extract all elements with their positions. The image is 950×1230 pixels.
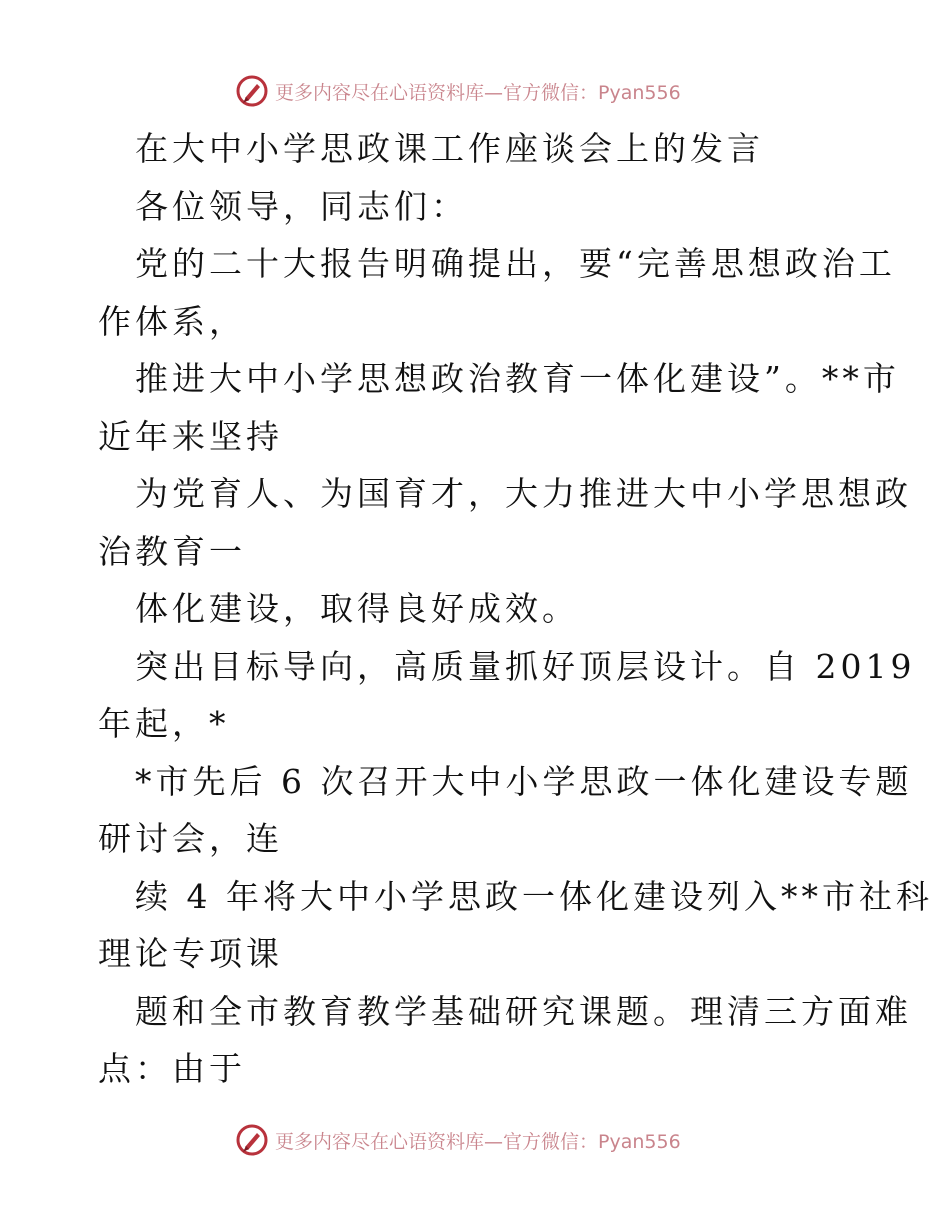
paragraph-line: 点：由于 [98,1049,246,1088]
paragraph-line: 治教育一 [98,531,246,571]
paragraph-line: 推进大中小学思想政治教育一体化建设”。**市 [135,359,900,398]
document-body [98,120,933,1098]
paragraph-line: 党的二十大报告明确提出，要“完善思想政治工 [135,244,896,283]
paragraph-line: 年起，* [98,704,230,743]
paragraph-line: 突出目标导向，高质量抓好顶层设计。自 2019 [135,646,916,686]
header-watermark [235,71,681,111]
document-title: 在大中小学思政课工作座谈会上的发言 [135,129,764,168]
watermark-text: 更多内容尽在心语资料库—官方微信：Pyan556 [275,81,681,104]
paragraph-line: 为党育人、为国育才，大力推进大中小学思想政 [135,474,912,513]
paragraph-line: 近年来坚持 [98,416,283,456]
paragraph-line: 续 4 年将大中小学思政一体化建设列入**市社科 [135,876,933,916]
paragraph-line: 题和全市教育教学基础研究课题。理清三方面难 [135,991,912,1031]
footer-watermark [235,1120,681,1160]
paragraph-line: *市先后 6 次召开大中小学思政一体化建设专题 [135,761,913,801]
pen-logo-icon [235,1123,269,1157]
paragraph-line: 作体系， [98,301,246,341]
paragraph-line: 体化建设，取得良好成效。 [135,589,579,628]
paragraph-line: 研讨会，连 [98,819,283,858]
paragraph-line: 理论专项课 [98,934,283,973]
pen-logo-icon [235,74,269,108]
watermark-text: 更多内容尽在心语资料库—官方微信：Pyan556 [275,1130,681,1153]
salutation: 各位领导，同志们： [135,186,468,226]
